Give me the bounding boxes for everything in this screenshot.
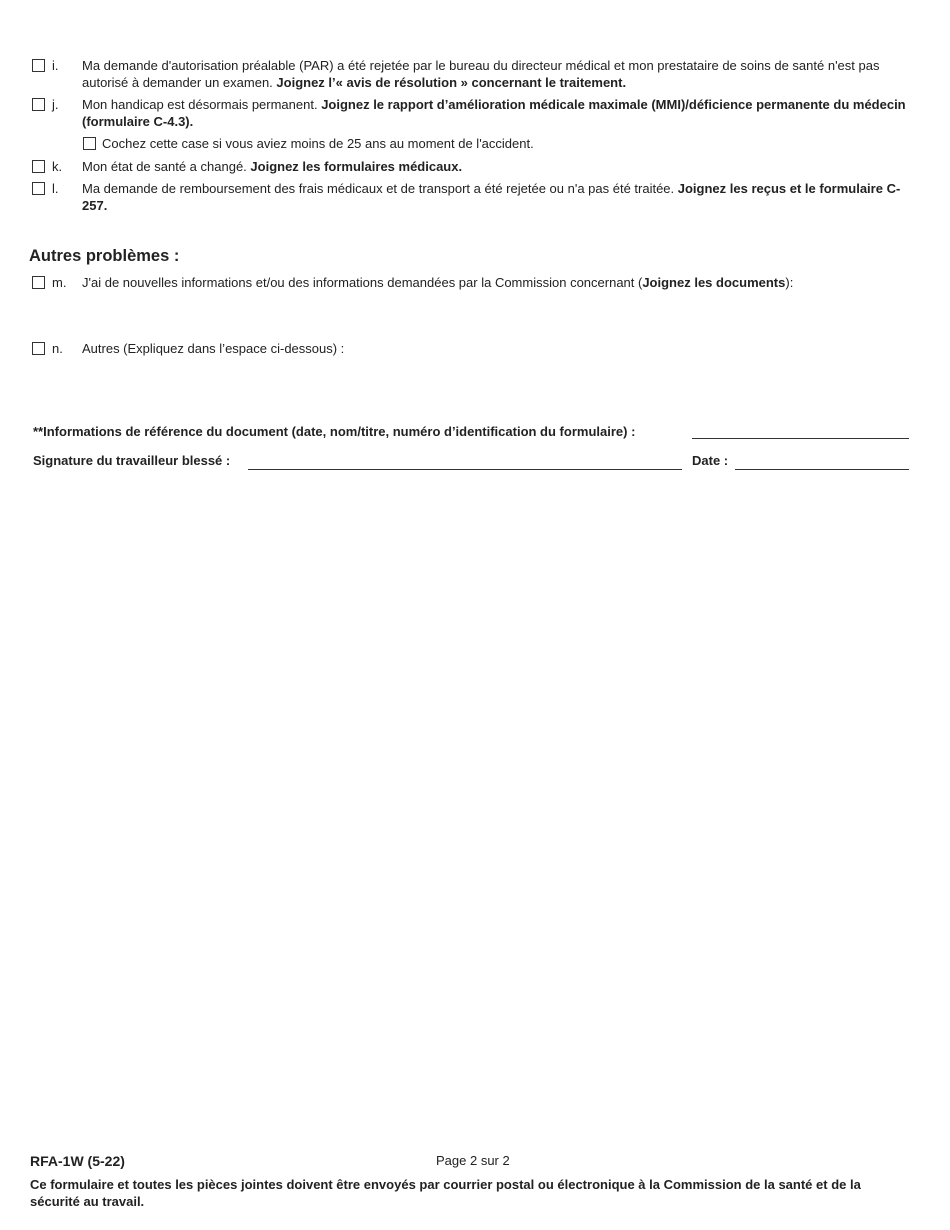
item-text: Autres (Expliquez dans l’espace ci-dessous) : bbox=[82, 341, 345, 356]
item-letter: n. bbox=[52, 341, 63, 356]
item-text: J'ai de nouvelles informations et/ou des informations demandées par la Commission concernant (Joignez les documents): bbox=[82, 275, 794, 290]
footer-note: Ce formulaire et toutes les pièces jointes doivent être envoyés par courrier postal ou électronique à la Commission de la santé et de la sécurité au travail. bbox=[30, 1177, 861, 1209]
date-input[interactable] bbox=[735, 453, 909, 470]
signature-label: Signature du travailleur blessé : bbox=[33, 453, 231, 468]
checkbox-item-j[interactable] bbox=[32, 98, 45, 111]
signature-input[interactable] bbox=[248, 453, 682, 470]
checkbox-item-k[interactable] bbox=[32, 160, 45, 173]
item-text: Mon handicap est désormais permanent. Joignez le rapport d’amélioration médicale maximale (MMI)/déficience permanente du médecin (formulaire C-4.3). bbox=[82, 97, 906, 129]
item-letter: j. bbox=[52, 97, 59, 112]
page-number: Page 2 sur 2 bbox=[436, 1153, 510, 1168]
item-text: Mon état de santé a changé. Joignez les formulaires médicaux. bbox=[82, 159, 463, 174]
under-25-label: Cochez cette case si vous aviez moins de 25 ans au moment de l'accident. bbox=[102, 136, 534, 151]
form-code: RFA-1W (5-22) bbox=[30, 1153, 125, 1169]
section-title-other: Autres problèmes : bbox=[29, 247, 180, 265]
checkbox-under-25[interactable] bbox=[83, 137, 96, 150]
item-letter: m. bbox=[52, 275, 67, 290]
item-text: Ma demande de remboursement des frais médicaux et de transport a été rejetée ou n'a pas été traitée. Joignez les reçus et le formulaire C-257. bbox=[82, 181, 901, 213]
item-text: Ma demande d'autorisation préalable (PAR) a été rejetée par le bureau du directeur médical et mon prestataire de soins de santé n'est pas autorisé à demander un examen. Joignez l’« avis de résolution » concernant le traitement. bbox=[82, 58, 880, 90]
reference-input[interactable] bbox=[692, 422, 909, 439]
checkbox-item-l[interactable] bbox=[32, 182, 45, 195]
checkbox-item-n[interactable] bbox=[32, 342, 45, 355]
reference-label: **Informations de référence du document (date, nom/titre, numéro d’identification du formulaire) : bbox=[33, 424, 636, 439]
checkbox-item-i[interactable] bbox=[32, 59, 45, 72]
date-label: Date : bbox=[692, 453, 729, 468]
item-letter: i. bbox=[52, 58, 59, 73]
checkbox-item-m[interactable] bbox=[32, 276, 45, 289]
item-letter: k. bbox=[52, 159, 63, 174]
item-letter: l. bbox=[52, 181, 59, 196]
